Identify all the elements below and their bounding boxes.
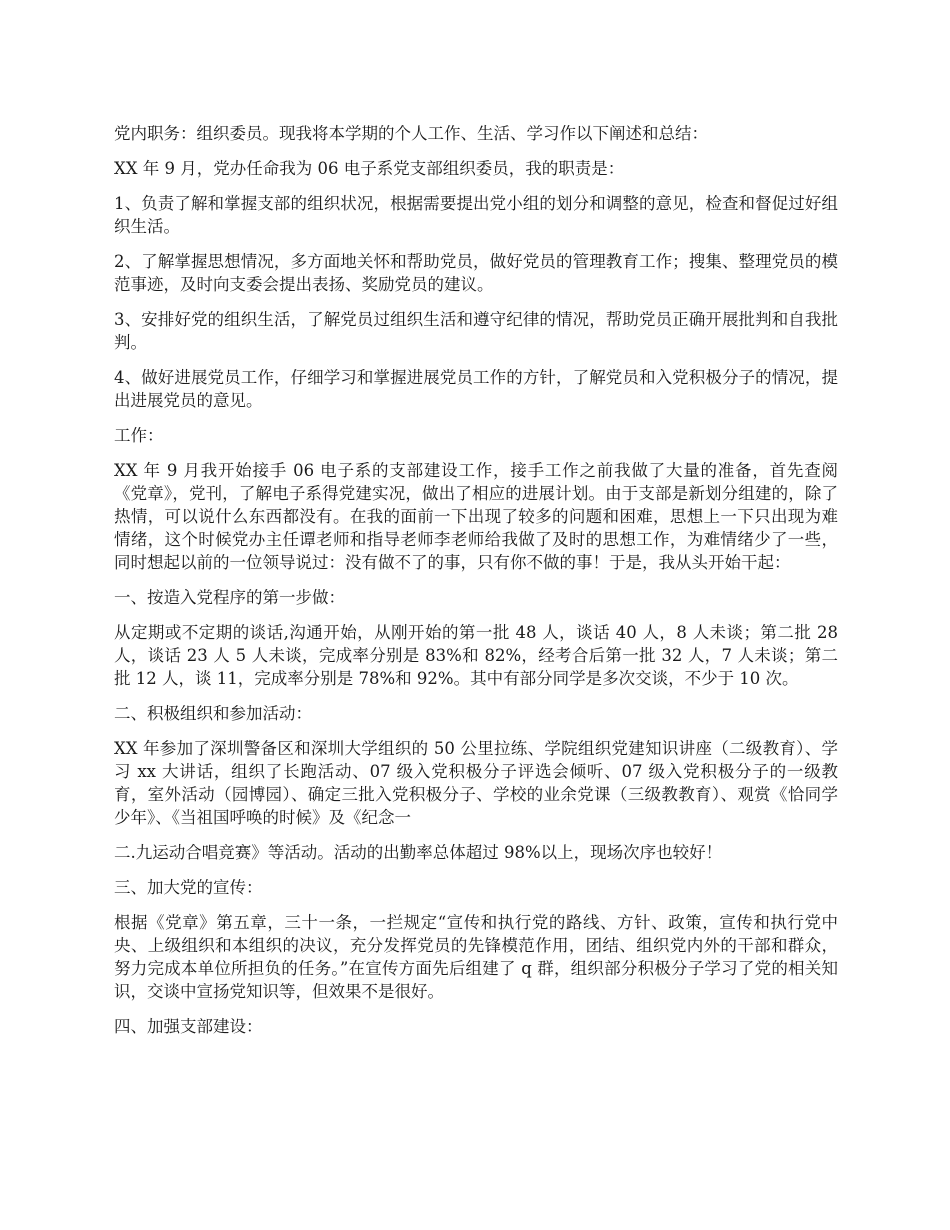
document-body <box>114 122 838 1050</box>
paragraph-talks: 从定期或不定期的谈话,沟通开始，从刚开始的第一批 48 人，谈话 40 人，8 人未谈；第二批 28 人，谈话 23 人 5 人未谈，完成率分别是 83%和 82%，经考合后第一批 32 人，7 人未谈；第二批 12 人，谈 11，完成率分别是 78%和 92%。其中有部分同学是多次交谈，不少于 10 次。 <box>114 623 838 688</box>
paragraph-duty-2: 2、了解掌握思想情况，多方面地关怀和帮助党员，做好党员的管理教育工作；搜集、整理党员的模范事迹，及时向支委会提出表扬、奖励党员的建议。 <box>114 252 838 294</box>
paragraph-work-start: XX 年 9 月我开始接手 06 电子系的支部建设工作，接手工作之前我做了大量的准备，首先查阅《党章》，党刊，了解电子系得党建实况，做出了相应的进展计划。由于支部是新划分组建的，除了热情，可以说什么东西都没有。在我的面前一下出现了较多的问题和困难，思想上一下只出现为难情绪，这个时候党办主任谭老师和指导老师李老师给我做了及时的思想工作，为难情绪少了一些，同时想起以前的一位领导说过：没有做不了的事，只有你不做的事！于是，我从头开始干起： <box>114 461 838 572</box>
paragraph-duty-3: 3、安排好党的组织生活，了解党员过组织生活和遵守纪律的情况，帮助党员正确开展批判和自我批判。 <box>114 310 838 352</box>
paragraph-activities-cont: 二.九运动合唱竞赛》等活动。活动的出勤率总体超过 98%以上，现场次序也较好！ <box>114 843 723 862</box>
section-heading-publicity: 三、加大党的宣传： <box>114 878 263 897</box>
paragraph-duties-intro: 党内职务：组织委员。现我将本学期的个人工作、生活、学习作以下阐述和总结： <box>114 124 708 143</box>
paragraph-activities: XX 年参加了深圳警备区和深圳大学组织的 50 公里拉练、学院组织党建知识讲座（二级教育）、学习 xx 大讲话，组织了长跑活动、07 级入党积极分子评选会倾听、07 级入党积极分子的一级教育，室外活动（园博园）、确定三批入党积极分子、学校的业余党课（三级教教育）、观赏《恰同学少年》、《当祖国呼唤的时候》及《纪念一 <box>114 739 838 827</box>
section-heading-branch-building: 四、加强支部建设： <box>114 1017 263 1036</box>
paragraph-appointment: XX 年 9 月，党办任命我为 06 电子系党支部组织委员，我的职责是： <box>114 159 625 178</box>
section-heading-work: 工作： <box>114 426 164 445</box>
paragraph-duty-1: 1、负责了解和掌握支部的组织状况，根据需要提出党小组的划分和调整的意见，检查和督促过好组织生活。 <box>114 194 838 236</box>
paragraph-duty-4: 4、做好进展党员工作，仔细学习和掌握进展党员工作的方针，了解党员和入党积极分子的情况，提出进展党员的意见。 <box>114 368 838 410</box>
section-heading-step-one: 一、按造入党程序的第一步做： <box>114 588 345 607</box>
paragraph-publicity: 根据《党章》第五章，三十一条，一拦规定“宣传和执行党的路线、方针、政策，宣传和执行党中央、上级组织和本组织的决议，充分发挥党员的先锋模范作用，团结、组织党内外的干部和群众，努力完成本单位所担负的任务。”在宣传方面先后组建了 q 群，组织部分积极分子学习了党的相关知识，交谈中宣扬党知识等，但效果不是很好。 <box>114 913 838 1001</box>
section-heading-activities: 二、积极组织和参加活动： <box>114 704 312 723</box>
